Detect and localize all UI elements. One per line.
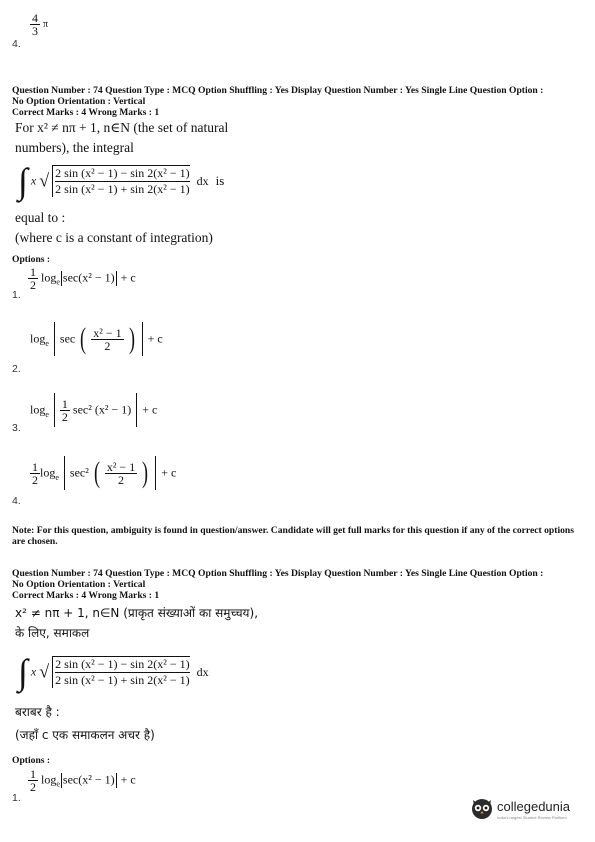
- inner-denominator: 2: [104, 338, 111, 353]
- coefficient-numerator: 1: [32, 459, 38, 474]
- abs-bar: [116, 773, 117, 788]
- inner-numerator: x² − 1: [93, 325, 122, 340]
- integral-sign: ∫: [18, 652, 28, 692]
- option-4-expression: [30, 12, 48, 37]
- collegedunia-logo: [470, 795, 588, 827]
- inner-denominator: 2: [118, 472, 125, 487]
- marks-line: Correct Marks : 4 Wrong Marks : 1: [12, 590, 160, 601]
- option-number: 1.: [12, 289, 21, 301]
- integral-expression: [18, 163, 224, 199]
- dx-label: dx: [196, 664, 209, 679]
- integral-variable: x: [30, 173, 37, 188]
- sqrt-sign: √: [39, 170, 50, 191]
- header-line-2: No Option Orientation : Vertical: [12, 579, 146, 590]
- abs-bar: [155, 456, 156, 490]
- question-text: [15, 118, 228, 158]
- constant-note: (जहाँ c एक समाकलन अचर है): [15, 728, 155, 742]
- coefficient-denominator: 2: [32, 472, 38, 487]
- option-1-expression: [28, 266, 136, 291]
- constant-term: + c: [142, 402, 158, 417]
- option-number: 2.: [12, 363, 21, 375]
- inner-numerator: x² − 1: [106, 459, 136, 474]
- constant-term: + c: [120, 772, 136, 787]
- options-label: Options :: [12, 254, 51, 265]
- log-text: log: [41, 270, 57, 285]
- option-number: 4.: [12, 38, 21, 50]
- option-body: sec(x² − 1): [62, 772, 115, 787]
- coefficient-denominator: 2: [30, 278, 36, 292]
- option-body: sec(x² − 1): [62, 270, 115, 285]
- option-body: sec² (x² − 1): [72, 402, 132, 417]
- ambiguity-note: Note: For this question, ambiguity is found in question/answer. Candidate will get full marks for this question if any of the correct options are chosen.: [12, 525, 574, 547]
- option-2-expression: [30, 322, 163, 356]
- integral-sign: ∫: [18, 161, 28, 201]
- integral-variable: x: [30, 664, 37, 679]
- abs-bar: [64, 456, 65, 490]
- abs-bar: [142, 322, 143, 356]
- right-paren: ): [142, 456, 149, 489]
- option-4-expression: [30, 456, 176, 490]
- log-text: log: [30, 402, 46, 417]
- abs-bar: [136, 393, 137, 427]
- option-number: 3.: [12, 422, 21, 434]
- fraction-numerator: 4: [32, 11, 38, 25]
- question-text-hindi: [15, 603, 258, 643]
- log-base: e: [55, 472, 59, 482]
- sqrt-sign: √: [39, 661, 50, 682]
- coefficient-numerator: 1: [30, 767, 36, 781]
- fraction-denominator: 3: [32, 24, 38, 38]
- dx-label: dx: [196, 173, 209, 188]
- constant-term: + c: [120, 270, 136, 285]
- constant-note: (where c is a constant of integration): [15, 230, 213, 245]
- abs-bar: [116, 271, 117, 286]
- log-base: e: [45, 338, 49, 348]
- question-line-1: For x² ≠ nπ + 1, n∈N (the set of natural: [15, 120, 229, 135]
- radicand-numerator: 2 sin (x² − 1) − sin 2(x² − 1): [55, 657, 190, 671]
- radicand: [52, 656, 190, 688]
- right-paren: ): [128, 322, 135, 355]
- log-base: e: [56, 277, 60, 287]
- log-text: log: [40, 465, 56, 480]
- coefficient-denominator: 2: [61, 409, 68, 424]
- coefficient-numerator: 1: [61, 396, 68, 411]
- logo-tagline: India's largest Student Review Platform: [497, 815, 567, 820]
- option-number: 4.: [12, 495, 21, 507]
- radicand-denominator: 2 sin (x² − 1) + sin 2(x² − 1): [55, 673, 190, 687]
- radicand-numerator: 2 sin (x² − 1) − sin 2(x² − 1): [55, 166, 190, 180]
- marks-line: Correct Marks : 4 Wrong Marks : 1: [12, 107, 160, 118]
- integral-expression: [18, 654, 209, 690]
- question-header: [12, 85, 587, 118]
- sec-function: sec: [59, 331, 76, 346]
- equal-to-text: equal to :: [15, 210, 66, 225]
- header-line-1: Question Number : 74 Question Type : MCQ Option Shuffling : Yes Display Question Number : Yes Single Line Question Option :: [12, 85, 544, 96]
- left-paren: (: [80, 322, 87, 355]
- question-header: [12, 568, 587, 601]
- option-3-expression: [30, 393, 157, 427]
- log-text: log: [41, 772, 57, 787]
- abs-bar: [54, 322, 55, 356]
- coefficient-numerator: 1: [30, 265, 36, 279]
- options-label: Options :: [12, 755, 51, 766]
- radicand: [52, 165, 190, 197]
- header-line-2: No Option Orientation : Vertical: [12, 96, 146, 107]
- constant-term: + c: [161, 465, 177, 480]
- question-line-1: x² ≠ nπ + 1, n∈N (प्राकृत संख्याओं का समुच्चय),: [15, 606, 259, 620]
- radicand-denominator: 2 sin (x² − 1) + sin 2(x² − 1): [55, 182, 190, 196]
- question-line-2: के लिए, समाकल: [15, 626, 90, 640]
- abs-bar: [61, 271, 62, 286]
- left-paren: (: [93, 456, 100, 489]
- question-line-2: numbers), the integral: [15, 140, 134, 155]
- sec-squared-function: sec²: [69, 465, 89, 480]
- option-1-expression: [28, 768, 136, 793]
- abs-bar: [54, 393, 55, 427]
- abs-bar: [61, 773, 62, 788]
- logo-text: collegedunia: [497, 799, 571, 814]
- header-line-1: Question Number : 74 Question Type : MCQ Option Shuffling : Yes Display Question Number : Yes Single Line Question Option :: [12, 568, 544, 579]
- log-text: log: [30, 331, 46, 346]
- coefficient-denominator: 2: [30, 780, 36, 794]
- log-base: e: [45, 409, 49, 419]
- option-number: 1.: [12, 792, 21, 804]
- equal-to-text: बराबर है :: [15, 705, 60, 719]
- is-label: is: [215, 173, 225, 188]
- log-base: e: [56, 779, 60, 789]
- pi-symbol: π: [43, 19, 49, 30]
- constant-term: + c: [147, 331, 163, 346]
- owl-logo-icon: [470, 797, 494, 819]
